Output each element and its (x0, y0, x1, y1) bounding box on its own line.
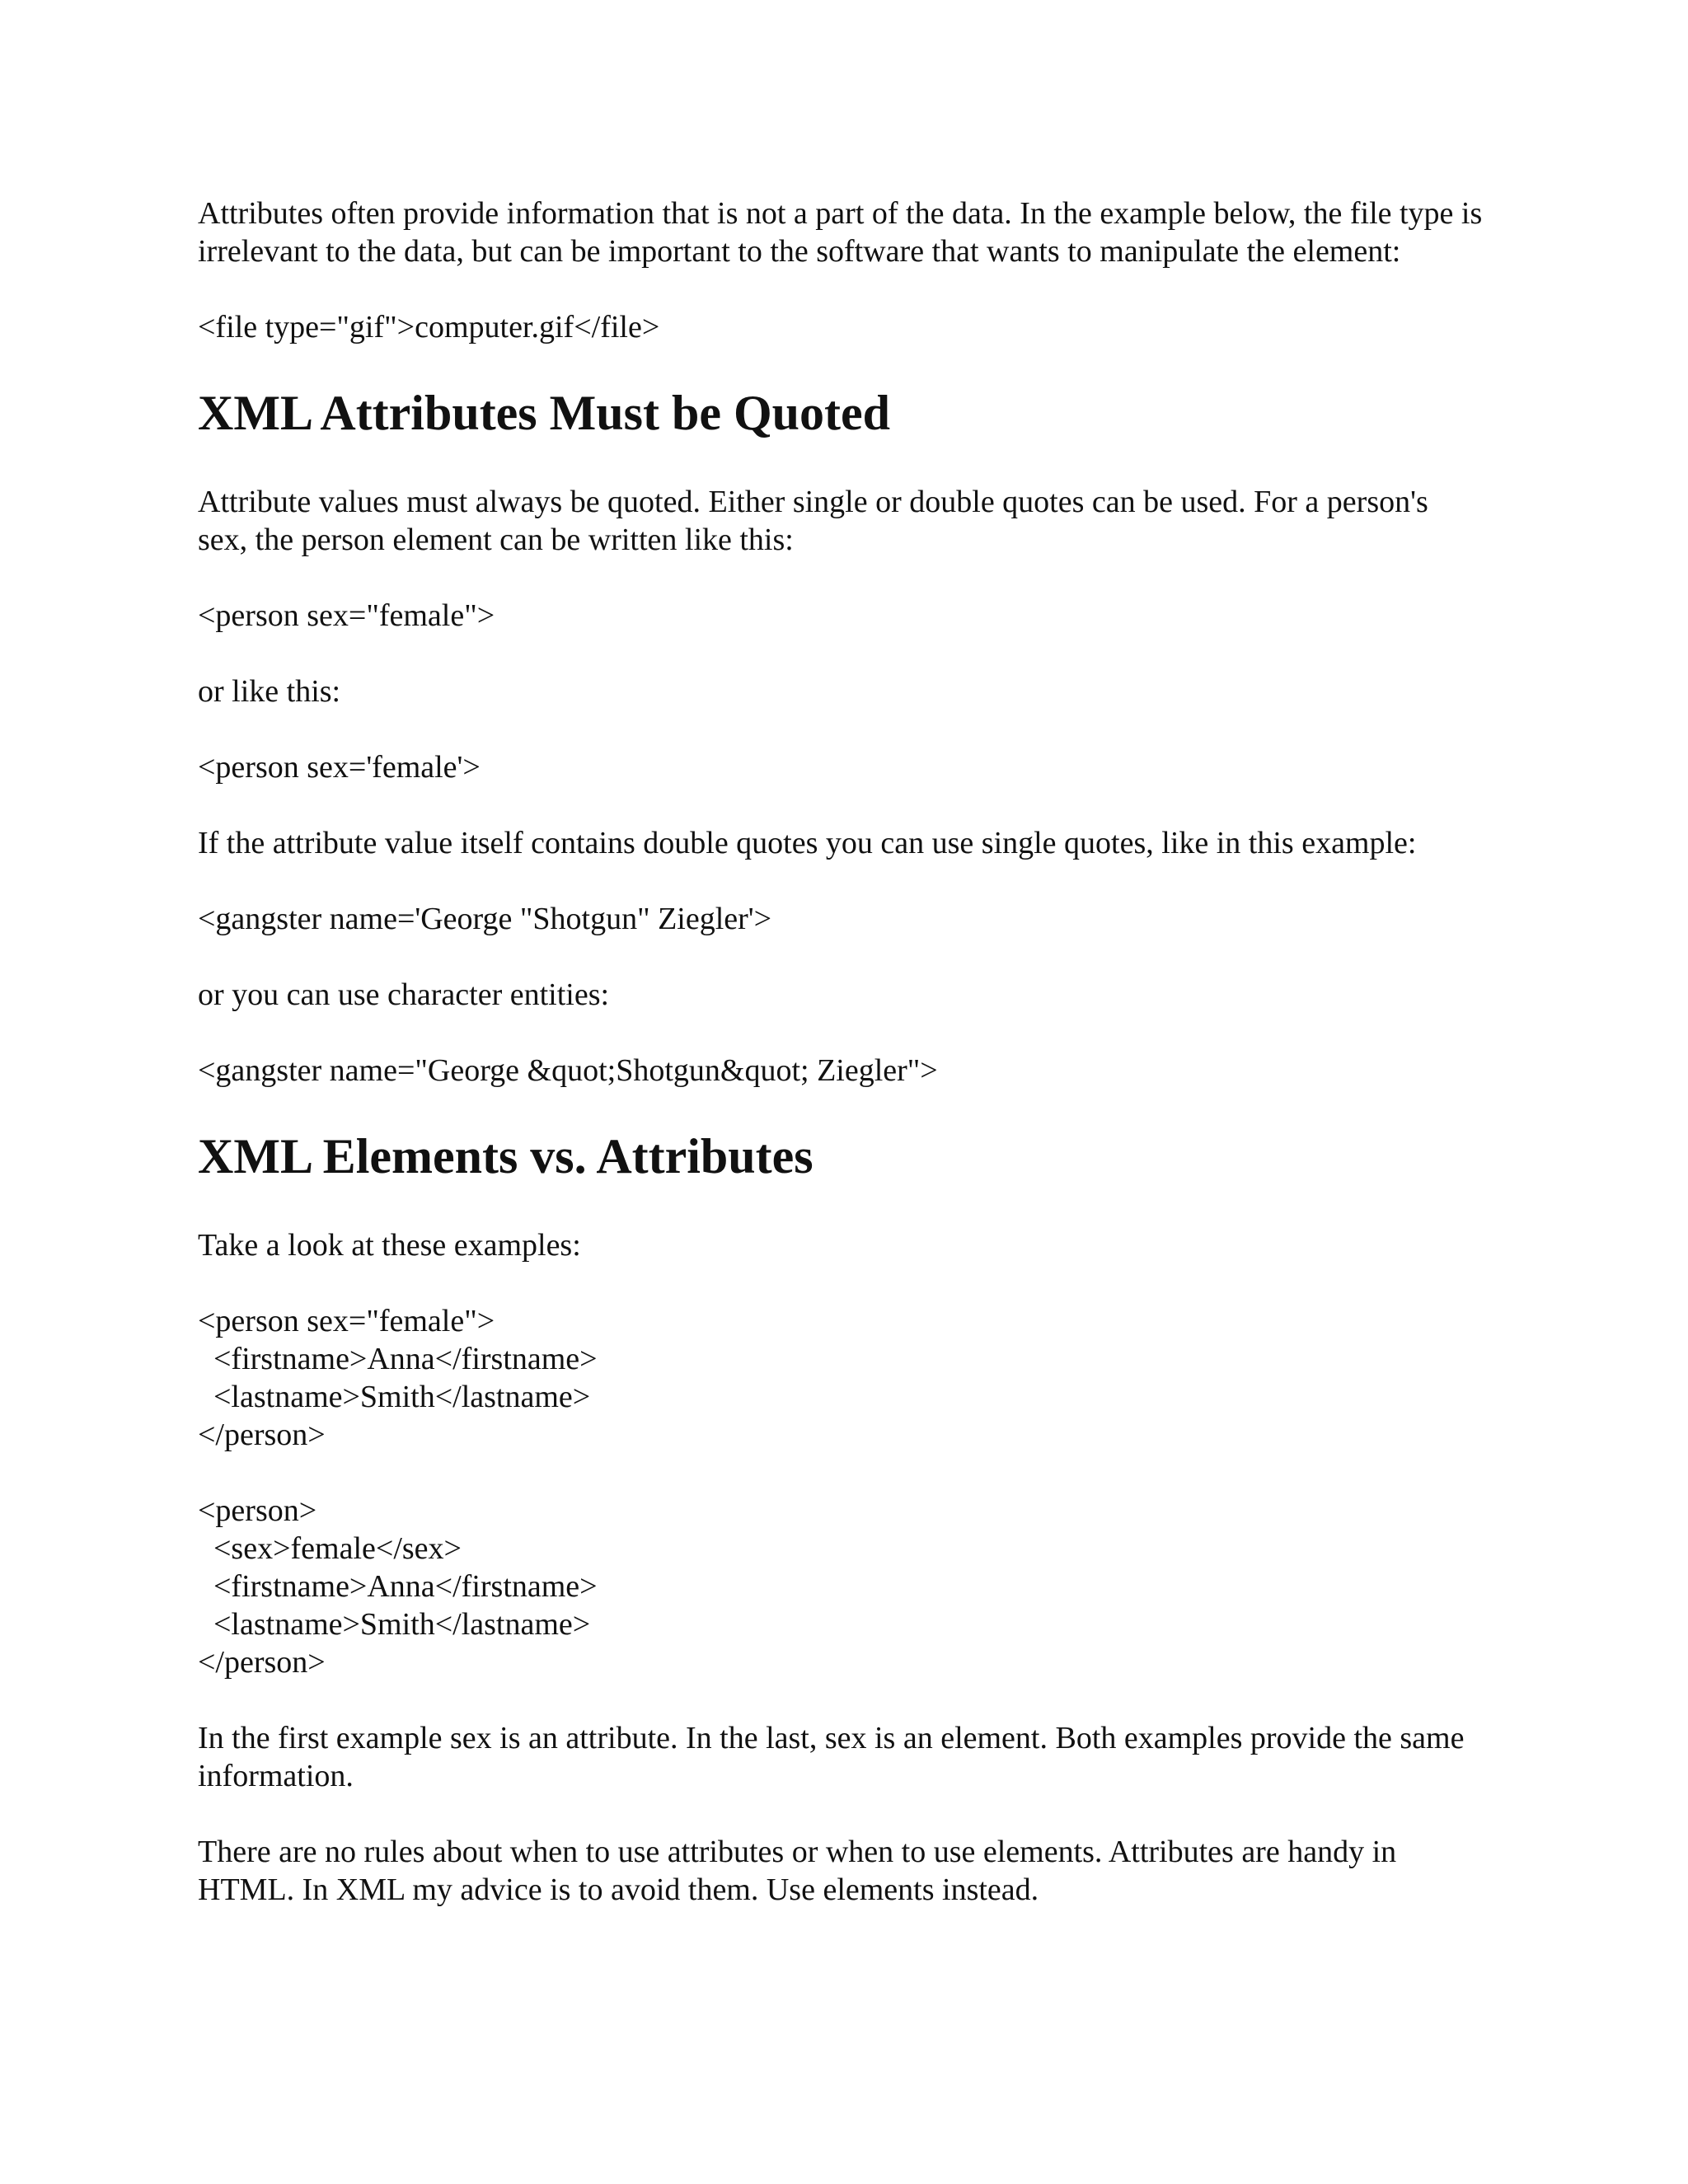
advice-paragraph: There are no rules about when to use attributes or when to use elements. Attributes are handy in HTML. In XML my advice is to avoid them. Use elements instead. (198, 1835, 1404, 1907)
code-person-single-quote: <person sex='female'> (198, 750, 481, 785)
code-line: <firstname>Anna</firstname> (198, 1342, 598, 1376)
examples-intro-paragraph: Take a look at these examples: (198, 1228, 581, 1263)
comparison-paragraph: In the first example sex is an attribute. In the last, sex is an element. Both examples provide the same information. (198, 1721, 1472, 1793)
code-line: <lastname>Smith</lastname> (198, 1380, 591, 1414)
double-quotes-paragraph: If the attribute value itself contains double quotes you can use single quotes, like in this example: (198, 826, 1417, 860)
code-line: </person> (198, 1418, 326, 1452)
code-line: <firstname>Anna</firstname> (198, 1569, 598, 1604)
or-like-this-paragraph: or like this: (198, 674, 341, 709)
intro-paragraph: Attributes often provide information that is not a part of the data. In the example below, the file type is irrelevant to the data, but can be important to the software that wants to manipulate the element: (198, 196, 1490, 269)
code-person-double-quote: <person sex="female"> (198, 598, 495, 633)
quoted-paragraph: Attribute values must always be quoted. Either single or double quotes can be used. For a person's sex, the person element can be written like this: (198, 485, 1437, 557)
code-gangster-single-quote: <gangster name='George "Shotgun" Ziegler'> (198, 902, 772, 936)
code-example-element (198, 1492, 1484, 1681)
code-line: <person> (198, 1493, 317, 1528)
code-gangster-entities: <gangster name="George &quot;Shotgun&quot; Ziegler"> (198, 1053, 938, 1088)
document-page (198, 194, 1490, 1947)
code-line: <sex>female</sex> (198, 1531, 462, 1566)
code-line: <lastname>Smith</lastname> (198, 1607, 591, 1642)
entities-paragraph: or you can use character entities: (198, 977, 610, 1012)
code-file-example: <file type="gif">computer.gif</file> (198, 310, 660, 344)
heading-attributes-quoted: XML Attributes Must be Quoted (198, 386, 890, 440)
code-example-attribute (198, 1302, 1484, 1454)
code-line: <person sex="female"> (198, 1304, 495, 1338)
code-line: </person> (198, 1645, 326, 1680)
heading-elements-vs-attributes: XML Elements vs. Attributes (198, 1129, 814, 1183)
